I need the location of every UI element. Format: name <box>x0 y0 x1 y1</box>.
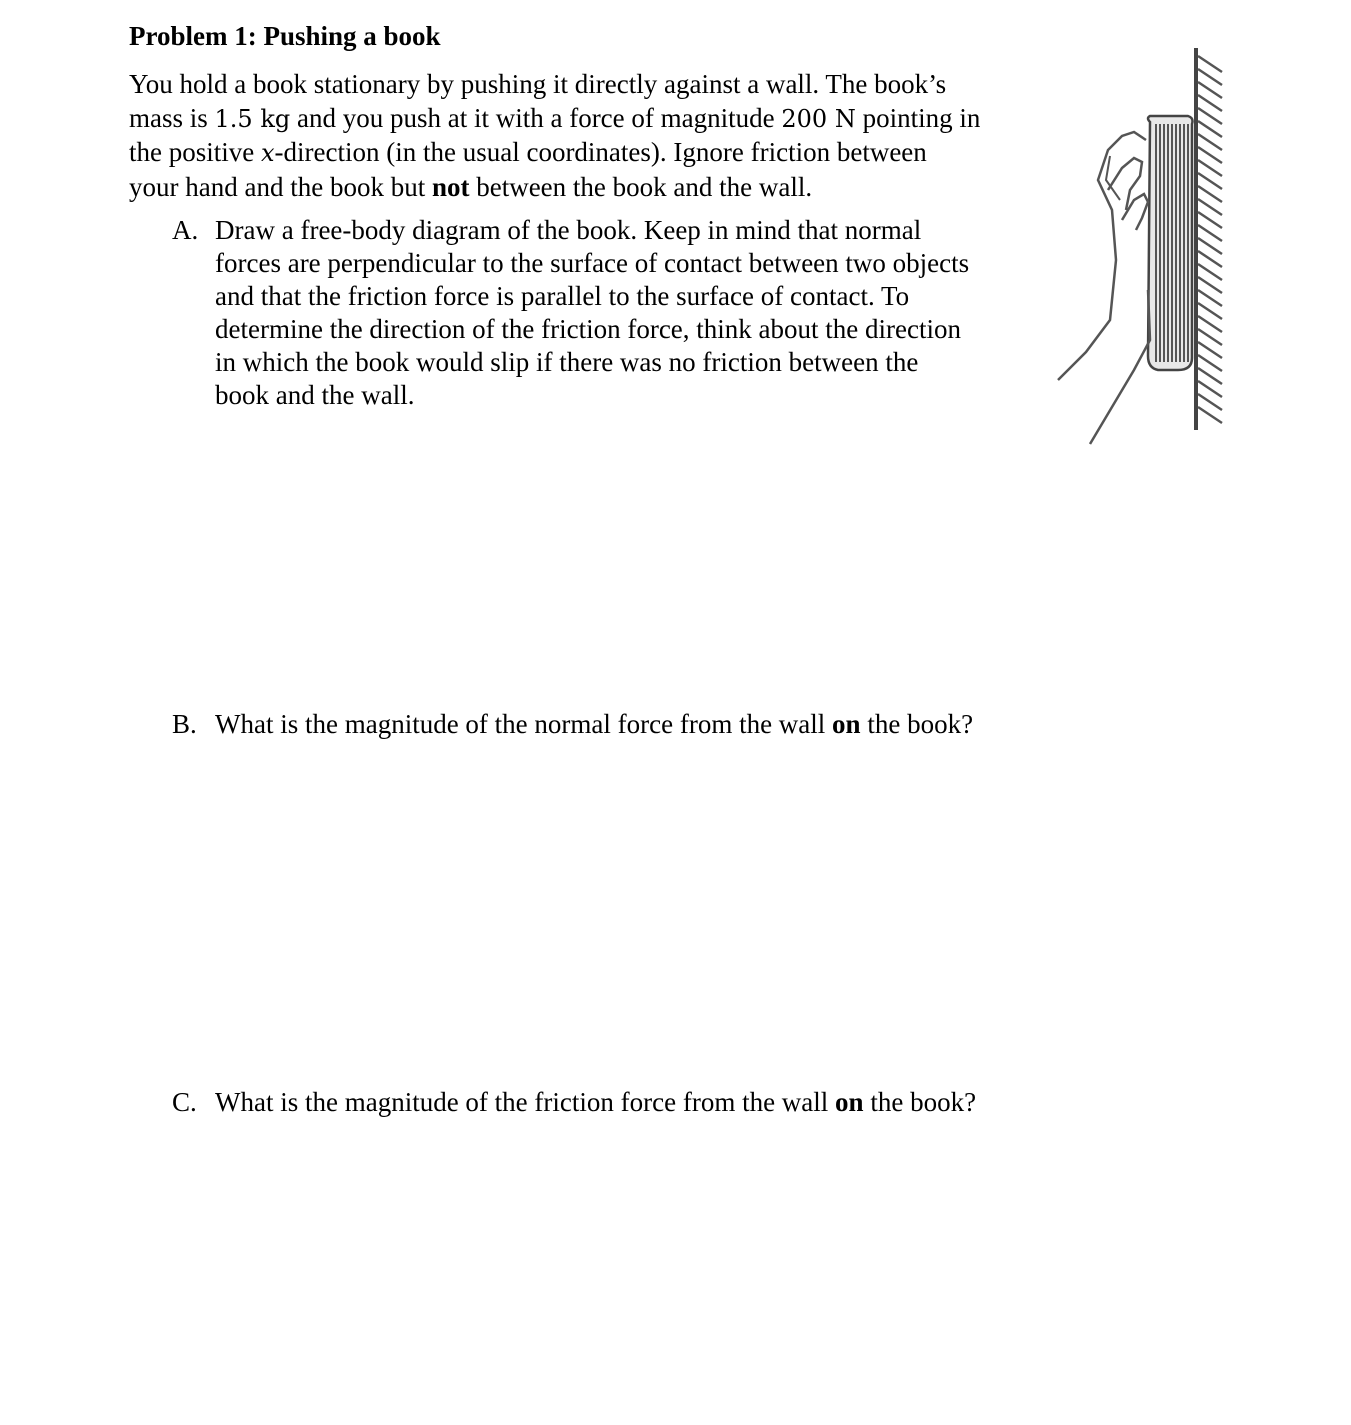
question-a-line: book and the wall. <box>215 380 415 410</box>
book-wall-figure <box>1050 40 1240 450</box>
emphasis-on: on <box>835 1087 864 1117</box>
question-c-line <box>215 1086 976 1119</box>
book-shape <box>1148 116 1193 370</box>
statement-text: pointing in <box>855 102 981 133</box>
hatch-mark <box>1198 368 1222 384</box>
force-value: 200 <box>781 104 828 133</box>
hatch-mark <box>1198 342 1222 358</box>
hatch-mark <box>1198 251 1222 267</box>
question-c-letter: C. <box>172 1087 197 1117</box>
hatch-mark <box>1198 355 1222 371</box>
hatch-mark <box>1198 147 1222 163</box>
statement-text: -direction (in the usual coordinates). Ignore friction between <box>274 137 927 167</box>
question-b-letter: B. <box>172 709 197 739</box>
hatch-mark <box>1198 264 1222 280</box>
hatch-mark <box>1198 212 1222 228</box>
question-a-letter: A. <box>172 215 199 245</box>
hatch-mark <box>1198 303 1222 319</box>
force-unit-space <box>827 105 835 133</box>
question-c-text <box>215 1086 976 1119</box>
hatch-mark <box>1198 82 1222 98</box>
hatch-mark <box>1198 108 1222 124</box>
finger-outline <box>1106 156 1120 200</box>
question-b-text <box>215 708 973 741</box>
force-unit: N <box>834 104 856 133</box>
hatch-mark <box>1198 134 1222 150</box>
statement-text: between the book and the wall. <box>469 171 813 202</box>
statement-line-4 <box>129 171 1039 205</box>
hand-pushing-book-against-wall-illustration <box>1050 40 1240 450</box>
book-pages <box>1156 124 1188 362</box>
hatch-mark <box>1198 225 1222 241</box>
mass-unit: kg <box>260 104 291 133</box>
statement-text: and you push at it with a force of magnitude <box>290 102 782 133</box>
question-a-line: and that the friction force is parallel to the surface of contact. To <box>215 281 910 311</box>
question-a-line: in which the book would slip if there was no friction between the <box>215 347 919 377</box>
hatch-mark <box>1198 121 1222 137</box>
wall-hatching <box>1198 56 1222 423</box>
hatch-mark <box>1198 394 1222 410</box>
question-b-text-b: the book? <box>860 709 974 739</box>
hatch-mark <box>1198 160 1222 176</box>
statement-text: the positive <box>129 137 261 167</box>
hatch-mark <box>1198 199 1222 215</box>
hatch-mark <box>1198 329 1222 345</box>
statement-line-3 <box>129 136 1039 171</box>
statement-text: your hand and the book but <box>129 171 432 202</box>
hatch-mark <box>1198 316 1222 332</box>
emphasis-not: not <box>431 171 470 202</box>
statement-line-2 <box>129 102 1039 137</box>
problem-statement <box>129 68 1039 204</box>
question-a-line: forces are perpendicular to the surface of contact between two objects <box>215 248 970 278</box>
question-a-text <box>215 214 969 412</box>
finger-outline <box>1122 194 1148 230</box>
hatch-mark <box>1198 238 1222 254</box>
question-c-text-b: the book? <box>863 1087 977 1117</box>
hatch-mark <box>1198 69 1222 85</box>
hatch-mark <box>1198 56 1222 72</box>
question-b-line <box>215 708 973 741</box>
mass-value: 1.5 <box>214 104 253 133</box>
hatch-mark <box>1198 95 1222 111</box>
statement-line-1: You hold a book stationary by pushing it directly against a wall. The book’s <box>129 69 947 99</box>
question-c-text-a: What is the magnitude of the friction force from the wall <box>215 1087 836 1117</box>
hatch-mark <box>1198 407 1222 423</box>
arm-outline <box>1090 290 1150 444</box>
hatch-mark <box>1198 290 1222 306</box>
axis-variable: x <box>260 139 275 167</box>
hand-outline <box>1058 132 1146 380</box>
question-b-text-a: What is the magnitude of the normal force from the wall <box>215 709 833 739</box>
hatch-mark <box>1198 186 1222 202</box>
hatch-mark <box>1198 381 1222 397</box>
emphasis-on: on <box>832 709 861 739</box>
problem-title: Problem 1: Pushing a book <box>129 21 441 51</box>
question-a-line: determine the direction of the friction force, think about the direction <box>215 314 961 344</box>
question-a-line: Draw a free-body diagram of the book. Keep in mind that normal <box>215 215 922 245</box>
statement-text: mass is <box>129 102 215 133</box>
finger-outline <box>1108 158 1142 210</box>
hatch-mark <box>1198 173 1222 189</box>
hatch-mark <box>1198 277 1222 293</box>
